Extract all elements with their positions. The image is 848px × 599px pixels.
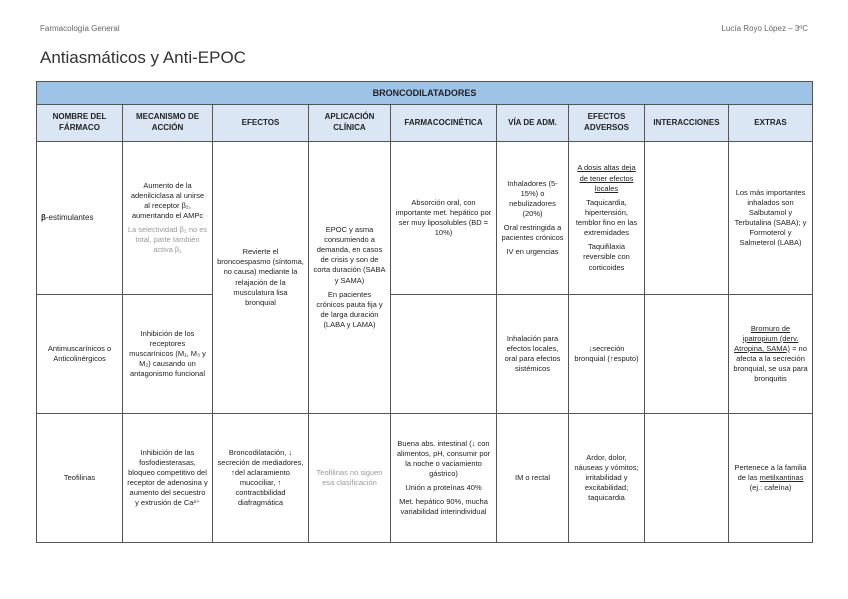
pharmacokinetics-cell [391, 295, 497, 414]
column-header: NOMBRE DEL FÁRMACO [37, 105, 123, 142]
extras-text: = no afecta a la secreción bronquial, se usa para bronquitis [733, 343, 808, 384]
table-band-row [37, 82, 813, 105]
mechanism-cell [123, 142, 213, 295]
column-header: INTERACCIONES [645, 105, 729, 142]
table-row [37, 414, 813, 543]
bronchodilators-table [36, 81, 813, 543]
route-cell: Inhalación para efectos locales, oral para efectos sistémicos [497, 295, 569, 414]
adverse-text: Taquicardia, hipertensión, temblor fino en las extremidades [575, 197, 638, 238]
extras-cell [729, 295, 813, 414]
drug-name: -estimulantes [45, 212, 94, 222]
column-header: EXTRAS [729, 105, 813, 142]
table-header-row [37, 105, 813, 142]
adverse-text: Taquifilaxia reversible con corticoides [583, 242, 630, 272]
extras-cell: Los más importantes inhalados son Salbutamol y Terbutalina (SABA); y Formoterol y Salmeterol (LABA) [729, 142, 813, 295]
interactions-cell [645, 142, 729, 295]
pharmacokinetics-cell: Absorción oral, con importante met. hepático por ser muy liposolubles (BD = 10%) [391, 142, 497, 295]
mechanism-cell: Inhibición de los receptores muscarínicos (M₁, M₃ y M₂) causando un antagonismo funcional [123, 295, 213, 414]
adverse-effects-cell [569, 142, 645, 295]
mechanism-note: La selectividad β₂ no es total, parte también activa β₁ [127, 225, 208, 255]
effects-cell: Broncodilatación, ↓ secreción de mediadores, ↑del aclaramiento mucociliar, ↑ contractibilidad diafragmática [213, 414, 309, 543]
drug-name-cell: Teofilinas [37, 414, 123, 543]
mechanism-text: Aumento de la adenilciclasa al unirse al receptor β₂, aumentando el AMPc [130, 180, 205, 220]
author-header: Lucía Royo López – 3ºC [721, 24, 808, 33]
table-row [37, 295, 813, 414]
adverse-warning: A dosis altas deja de tener efectos locales [577, 163, 636, 193]
pk-text: Met. hepático 90%, mucha variabilidad interindividual [399, 497, 488, 517]
pharmacokinetics-cell [391, 414, 497, 543]
clinical-text: En pacientes crónicos pauta fija y de larga duración (LABA y LAMA) [316, 289, 383, 329]
page-title: Antiasmáticos y Anti-EPOC [40, 48, 246, 67]
extras-highlight: metilxantinas [759, 472, 804, 482]
drug-name-cell [37, 142, 123, 295]
column-header: VÍA DE ADM. [497, 105, 569, 142]
pk-text: Unión a proteínas 40% [405, 483, 482, 493]
extras-text: (ej.: cafeína) [749, 483, 792, 493]
route-cell: IM o rectal [497, 414, 569, 543]
route-text: Oral restringida a pacientes crónicos [501, 223, 564, 243]
adverse-effects-cell: ↓secreción bronquial (↑esputo) [569, 295, 645, 414]
route-text: IV en urgencias [506, 247, 559, 257]
table-row [37, 142, 813, 295]
mechanism-cell: Inhibición de las fosfodiesterasas, bloqueo competitivo del receptor de adenosina y aumento del secuestro y extrusión de Ca²⁺ [123, 414, 213, 543]
column-header: MECANISMO DE ACCIÓN [123, 105, 213, 142]
pk-text: Buena abs. intestinal (↓ con alimentos, pH, consumir por la noche o vaciamiento gástrico) [396, 438, 491, 478]
extras-text: Pertenece a la familia de las [734, 462, 807, 482]
route-text: Inhaladores (5-15%) o nebulizadores (20%) [507, 178, 558, 218]
beta-symbol: β [41, 212, 46, 222]
drug-name-cell: Antimuscarínicos o Anticolinérgicos [37, 295, 123, 414]
shared-clinical-cell [309, 142, 391, 414]
shared-effects-cell: Revierte el broncoespasmo (síntoma, no causa) mediante la relajación de la musculatura lisa bronquial [213, 142, 309, 414]
column-header: EFECTOS [213, 105, 309, 142]
clinical-note-cell: Teofilinas no siguen esa clasificación [309, 414, 391, 543]
interactions-cell [645, 295, 729, 414]
adverse-effects-cell: Ardor, dolor, náuseas y vómitos; irritabilidad y excitabilidad; taquicardia [569, 414, 645, 543]
route-cell [497, 142, 569, 295]
extras-highlight: Bromuro de ipatropium (derv. Atropina, SAMA) [734, 323, 799, 353]
column-header: EFECTOS ADVERSOS [569, 105, 645, 142]
column-header: APLICACIÓN CLÍNICA [309, 105, 391, 142]
interactions-cell [645, 414, 729, 543]
clinical-text: EPOC y asma consumiendo a demanda, en casos de crisis y son de corta duración (SABA y SAMA) [313, 224, 386, 285]
table-band-title: BRONCODILATADORES [37, 82, 813, 105]
column-header: FARMACOCINÉTICA [391, 105, 497, 142]
subject-header: Farmacología General [40, 24, 120, 33]
extras-cell [729, 414, 813, 543]
